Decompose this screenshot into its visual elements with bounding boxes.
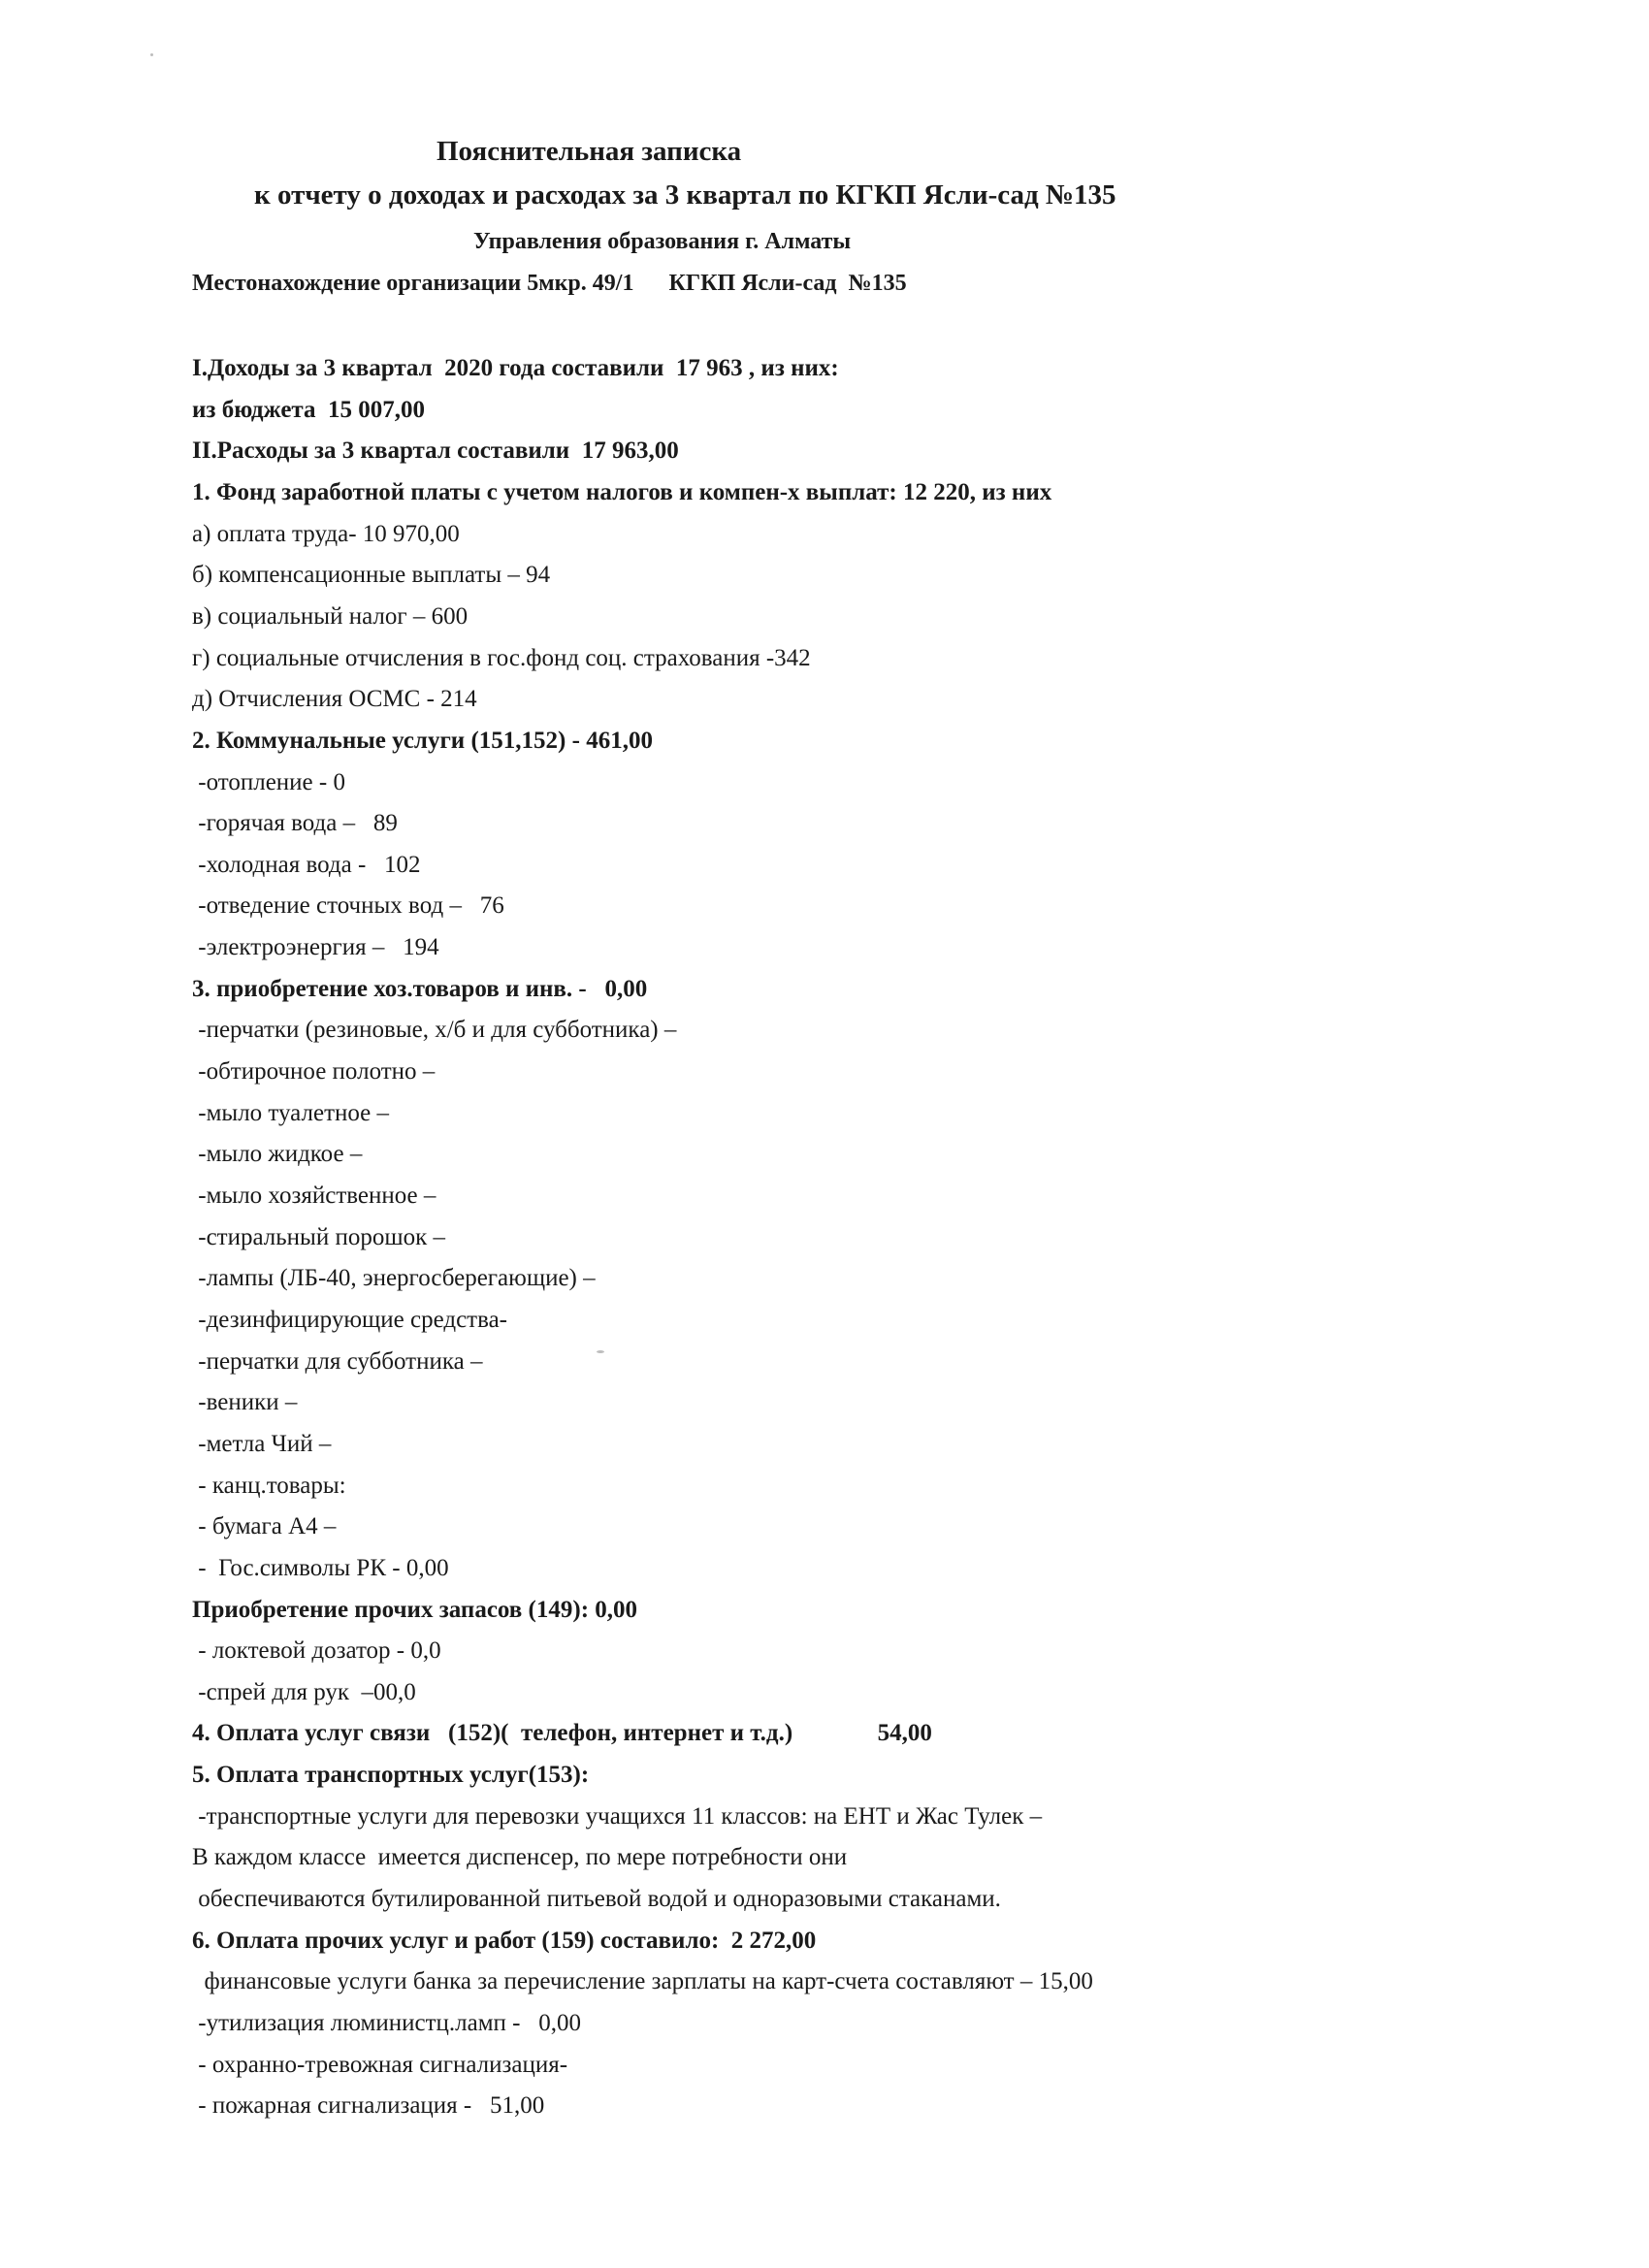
line-item: -мыло туалетное – xyxy=(192,1100,390,1126)
line-item: -перчатки для субботника – xyxy=(192,1348,483,1375)
line-item: - охранно-тревожная сигнализация- xyxy=(192,2052,568,2078)
line-item: -отведение сточных вод – 76 xyxy=(192,892,504,919)
section-heading: 6. Оплата прочих услуг и работ (159) составило: 2 272,00 xyxy=(192,1928,817,1954)
section-heading: II.Расходы за 3 квартал составили 17 963,00 xyxy=(192,437,679,464)
line-item: в) социальный налог – 600 xyxy=(192,603,469,630)
line-item: -лампы (ЛБ-40, энергосберегающие) – xyxy=(192,1265,596,1291)
line-item: - пожарная сигнализация - 51,00 xyxy=(192,2092,545,2119)
document-title: Пояснительная записка xyxy=(436,136,742,167)
line-item: -мыло жидкое – xyxy=(192,1141,363,1167)
line-item: г) социальные отчисления в гос.фонд соц. страхования -342 xyxy=(192,645,811,671)
line-item: -перчатки (резиновые, х/б и для субботника) – xyxy=(192,1017,677,1043)
line-item: д) Отчисления ОСМС - 214 xyxy=(192,686,477,712)
department-line: Управления образования г. Алматы xyxy=(473,229,852,254)
line-item: -утилизация люминистц.ламп - 0,00 xyxy=(192,2010,581,2036)
line-item: б) компенсационные выплаты – 94 xyxy=(192,562,551,588)
line-item: -стиральный порошок – xyxy=(192,1224,445,1250)
line-item: -спрей для рук –00,0 xyxy=(192,1679,416,1705)
line-item: -метла Чий – xyxy=(192,1431,332,1457)
line-item: -горячая вода – 89 xyxy=(192,810,398,836)
line-item: а) оплата труда- 10 970,00 xyxy=(192,521,460,547)
line-item: -холодная вода - 102 xyxy=(192,852,421,878)
line-item: - бумага А4 – xyxy=(192,1513,337,1539)
line-item: В каждом классе имеется диспенсер, по мере потребности они xyxy=(192,1844,848,1870)
line-item: -мыло хозяйственное – xyxy=(192,1183,436,1209)
section-heading: 1. Фонд заработной платы с учетом налогов и компен-х выплат: 12 220, из них xyxy=(192,479,1052,505)
line-item: - Гос.символы РК - 0,00 xyxy=(192,1555,449,1581)
line-item: -отопление - 0 xyxy=(192,769,345,795)
section-heading: из бюджета 15 007,00 xyxy=(192,397,426,423)
line-item: финансовые услуги банка за перечисление зарплаты на карт-счета составляют – 15,00 xyxy=(192,1968,1093,1994)
location-line: Местонахождение организации 5мкр. 49/1 КГКП Ясли-сад №135 xyxy=(192,271,907,296)
section-heading: Приобретение прочих запасов (149): 0,00 xyxy=(192,1597,638,1623)
line-item: -дезинфицирующие средства- xyxy=(192,1307,507,1333)
section-heading: 4. Оплата услуг связи (152)( телефон, интернет и т.д.) 54,00 xyxy=(192,1720,932,1746)
section-heading: I.Доходы за 3 квартал 2020 года составили 17 963 , из них: xyxy=(192,355,839,381)
line-item: - локтевой дозатор - 0,0 xyxy=(192,1637,441,1664)
line-item: -электроэнергия – 194 xyxy=(192,934,439,960)
section-heading: 5. Оплата транспортных услуг(153): xyxy=(192,1762,590,1788)
scan-speck xyxy=(150,53,153,56)
line-item: -веники – xyxy=(192,1389,298,1415)
section-heading: 2. Коммунальные услуги (151,152) - 461,00 xyxy=(192,728,653,754)
line-item: - канц.товары: xyxy=(192,1473,346,1499)
document-subtitle: к отчету о доходах и расходах за 3 квартал по КГКП Ясли-сад №135 xyxy=(254,179,1116,211)
section-heading: 3. приобретение хоз.товаров и инв. - 0,00 xyxy=(192,976,648,1002)
line-item: -транспортные услуги для перевозки учащихся 11 классов: на ЕНТ и Жас Тулек – xyxy=(192,1803,1043,1830)
line-item: -обтирочное полотно – xyxy=(192,1058,436,1085)
line-item: обеспечиваются бутилированной питьевой водой и одноразовыми стаканами. xyxy=(192,1886,1001,1912)
scan-speck xyxy=(597,1350,604,1353)
